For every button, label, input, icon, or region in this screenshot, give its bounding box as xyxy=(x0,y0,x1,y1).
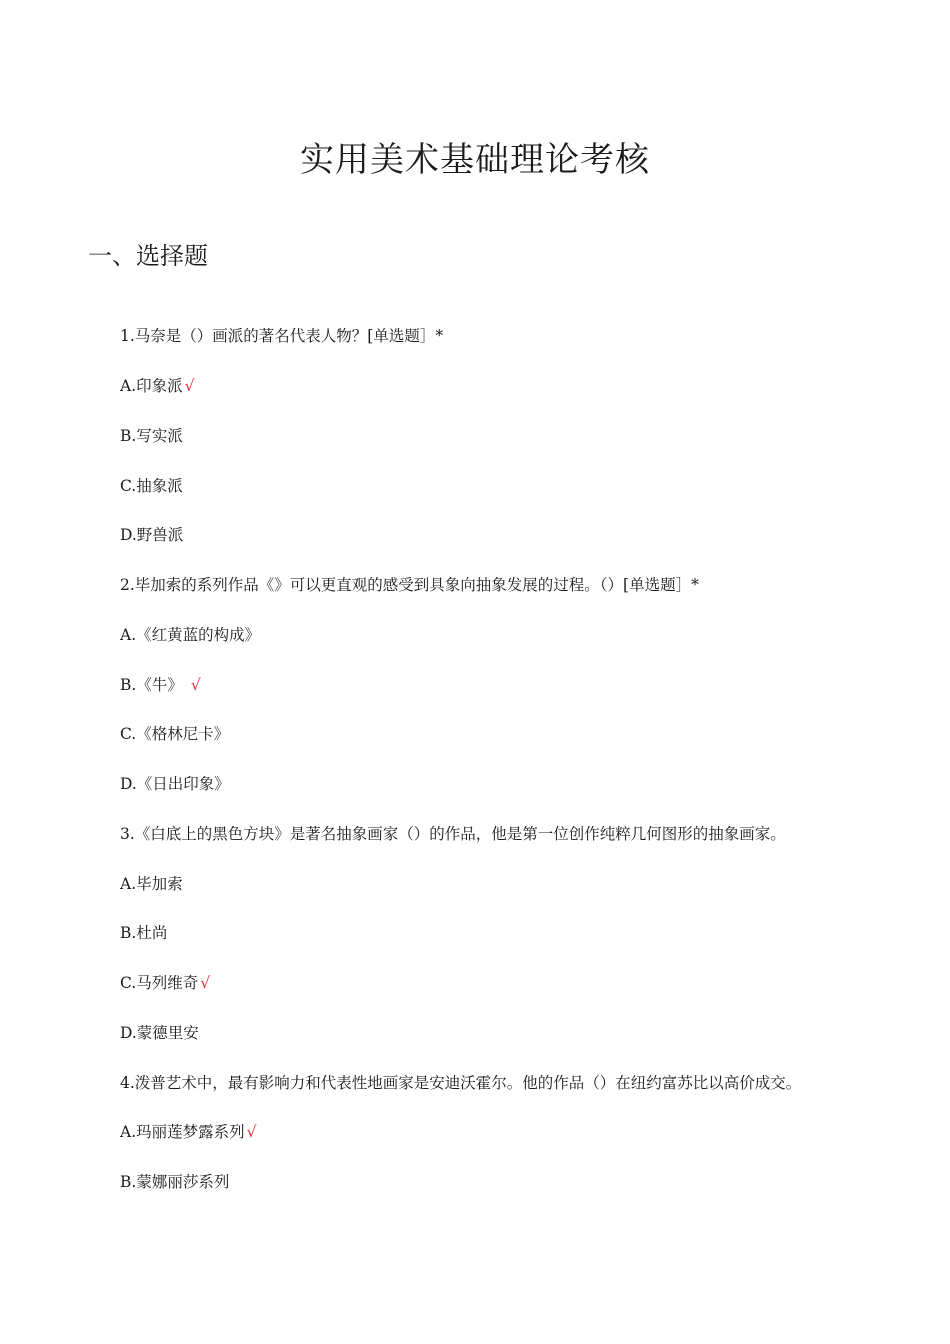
option-label: C.马列维奇 xyxy=(120,974,199,992)
option-item xyxy=(120,524,183,546)
option-item xyxy=(120,1121,257,1143)
option-label: C.抽象派 xyxy=(120,477,183,495)
option-label: A.印象派 xyxy=(120,377,183,395)
question-text: 4.泼普艺术中，最有影响力和代表性地画家是安迪沃霍尔。他的作品（）在纽约富苏比以高价成交。 xyxy=(120,1074,802,1092)
check-mark-icon: √ xyxy=(200,974,211,992)
option-item xyxy=(120,773,230,795)
option-item xyxy=(120,873,183,895)
option-label: B.写实派 xyxy=(120,427,183,445)
check-mark-icon: √ xyxy=(246,1123,257,1141)
option-item xyxy=(120,972,210,994)
option-label: C.《格林尼卡》 xyxy=(120,725,230,743)
question-text: 2.毕加索的系列作品《》可以更直观的感受到具象向抽象发展的过程。（）[单选题］* xyxy=(120,576,699,594)
option-label: D.野兽派 xyxy=(120,526,184,544)
option-item xyxy=(120,624,260,646)
option-label: A.《红黄蓝的构成》 xyxy=(120,626,261,644)
option-item xyxy=(120,475,183,497)
option-item xyxy=(120,674,201,696)
option-label: A.毕加索 xyxy=(120,875,183,893)
option-item xyxy=(120,425,183,447)
check-mark-icon: √ xyxy=(184,377,195,395)
question-text: 3.《白底上的黑色方块》是著名抽象画家（）的作品，他是第一位创作纯粹几何图形的抽象画家。 xyxy=(120,825,786,843)
page-title: 实用美术基础理论考核 xyxy=(300,140,650,180)
section-heading: 一、选择题 xyxy=(88,242,208,270)
option-item xyxy=(120,375,195,397)
option-item xyxy=(120,1022,199,1044)
option-label: B.杜尚 xyxy=(120,924,168,942)
option-item xyxy=(120,723,229,745)
option-item xyxy=(120,922,167,944)
check-mark-icon: √ xyxy=(190,676,201,694)
question-text: 1.马奈是（）画派的著名代表人物？[单选题］* xyxy=(120,327,444,345)
option-label: D.《日出印象》 xyxy=(120,775,230,793)
option-label: B.《牛》 xyxy=(120,676,183,694)
option-label: B.蒙娜丽莎系列 xyxy=(120,1173,230,1191)
option-item xyxy=(120,1171,229,1193)
option-label: A.玛丽莲梦露系列 xyxy=(120,1123,245,1141)
option-label: D.蒙德里安 xyxy=(120,1024,199,1042)
